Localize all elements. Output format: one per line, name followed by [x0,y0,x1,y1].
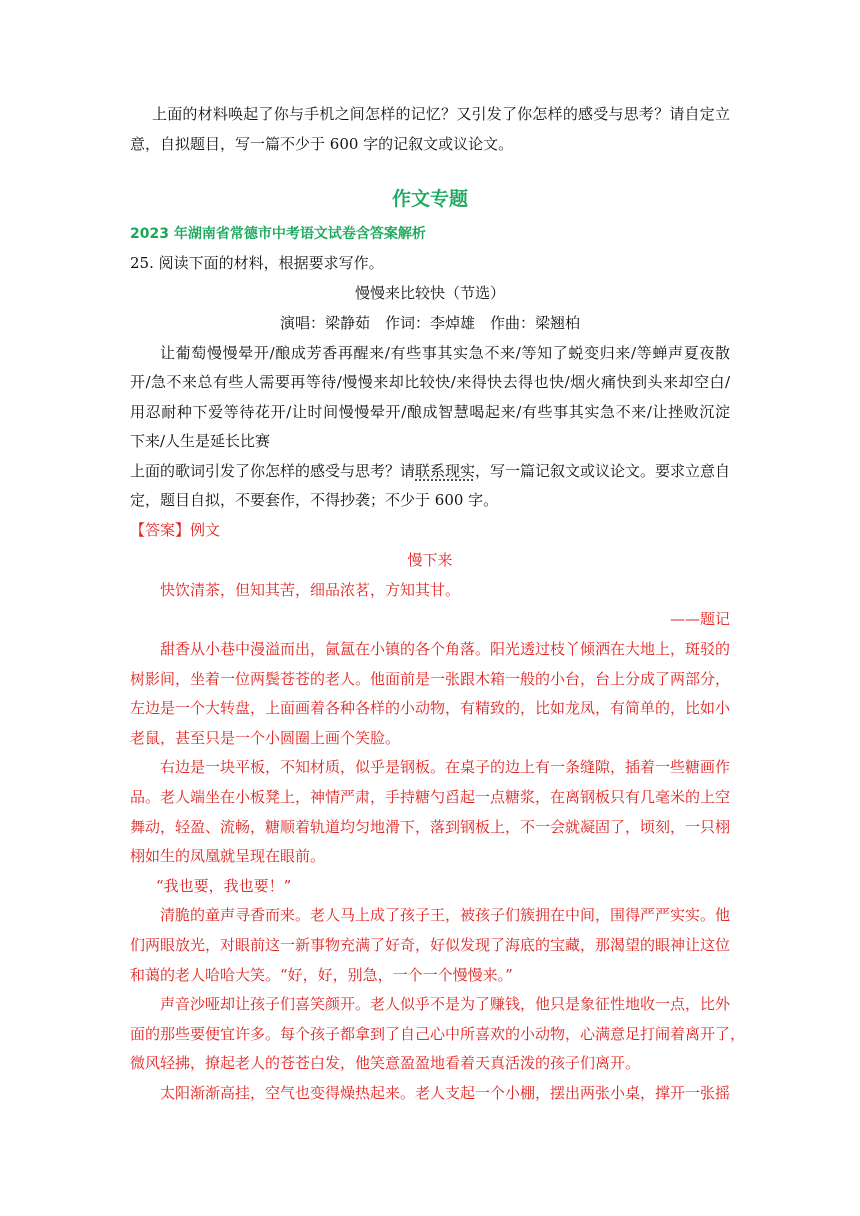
essay-p2-line-2: 品。老人端坐在小板凳上，神情严肃，手持糖勺舀起一点糖浆，在离钢板只有几毫米的上空 [130,788,731,806]
requirement-line-1 [130,461,730,481]
essay-title: 慢下来 [407,551,453,569]
lyrics-line-4: 下来/人生是延长比赛 [130,432,271,450]
intro-line-2: 意，自拟题目，写一篇不少于 600 字的记叙文或议论文。 [130,135,514,153]
essay-p4-line-2: 们两眼放光，对眼前这一新事物充满了好奇，好似发现了海底的宝藏，那渴望的眼神让这位 [130,936,731,954]
epigraph-credit: ——题记 [669,610,730,628]
essay-p1-line-3: 左边是一个大转盘，上面画着各种各样的小动物，有精致的，比如龙凤，有简单的，比如小 [130,699,731,717]
lyrics-line-2: 开/急不来总有些人需要再等待/慢慢来却比较快/来得快去得也快/烟火痛快到头来却空白/ [130,373,730,391]
essay-p4-line-1: 清脆的童声寻香而来。老人马上成了孩子王，被孩子们簇拥在中间，围得严严实实。他 [160,906,731,924]
essay-p1-line-1: 甜香从小巷中漫溢而出，氤氲在小镇的各个角落。阳光透过枝丫倾洒在大地上，斑驳的 [160,640,731,658]
section-title: 作文专题 [391,188,468,210]
essay-p2-line-4: 栩如生的凤凰就呈现在眼前。 [130,847,326,865]
answer-label-line [130,520,730,540]
requirement-text-b: ，写一篇记叙文或议论文。要求立意自 [475,462,731,480]
requirement-emphasis: 联系现实 [415,462,476,480]
question-prompt: 25. 阅读下面的材料，根据要求写作。 [130,254,384,272]
essay-p3-line-1: “我也要，我也要！” [156,877,292,895]
lyrics-line-3: 用忍耐种下爱等待花开/让时间慢慢晕开/酿成智慧喝起来/有些事其实急不来/让挫败沉淀 [130,403,730,421]
essay-p5-line-3: 微风轻拂，撩起老人的苍苍白发，他笑意盈盈地看着天真活泼的孩子们离开。 [130,1054,641,1072]
essay-p4-line-3: 和蔼的老人哈哈大笑。“好，好，别急，一个一个慢慢来。” [130,966,513,984]
essay-p2-line-1: 右边是一块平板，不知材质，似乎是钢板。在桌子的边上有一条缝隙，插着一些糖画作 [160,758,731,776]
requirement-text-a: 上面的歌词引发了你怎样的感受与思考？请 [130,462,416,480]
answer-label: 【答案】 [130,521,191,539]
essay-p5-line-2: 面的那些要便宜许多。每个孩子都拿到了自己心中所喜欢的小动物，心满意足打闹着离开了， [130,1025,746,1043]
lyrics-line-1: 让葡萄慢慢晕开/酿成芳香再醒来/有些事其实急不来/等知了蜕变归来/等蝉声夏夜散 [160,344,730,362]
epigraph: 快饮清茶，但知其苦，细品浓茗，方知其甘。 [160,581,461,599]
exam-source: 2023 年湖南省常德市中考语文试卷含答案解析 [130,226,426,242]
requirement-line-2: 定，题目自拟，不要套作，不得抄袭；不少于 600 字。 [130,491,499,509]
essay-p6-line-1: 太阳渐渐高挂，空气也变得燥热起来。老人支起一个小棚，摆出两张小桌，撑开一张摇 [160,1084,731,1102]
essay-p1-line-2: 树影间，坐着一位两鬓苍苍的老人。他面前是一张跟木箱一般的小台，台上分成了两部分， [130,670,731,688]
answer-label-suffix: 例文 [190,521,221,539]
essay-p1-line-4: 老鼠，甚至只是一个小圆圈上画个笑脸。 [130,729,401,747]
song-title: 慢慢来比较快（节选） [354,284,505,302]
essay-p2-line-3: 舞动，轻盈、流畅，糖顺着轨道均匀地滑下，落到钢板上，不一会就凝固了，顷刻，一只栩 [130,818,731,836]
song-credits: 演唱：梁静茹 作词：李焯雄 作曲：梁翘柏 [279,314,580,332]
intro-line-1: 上面的材料唤起了你与手机之间怎样的记忆？又引发了你怎样的感受与思考？请自定立 [152,105,730,123]
essay-p5-line-1: 声音沙哑却让孩子们喜笑颜开。老人似乎不是为了赚钱，他只是象征性地收一点，比外 [160,995,731,1013]
